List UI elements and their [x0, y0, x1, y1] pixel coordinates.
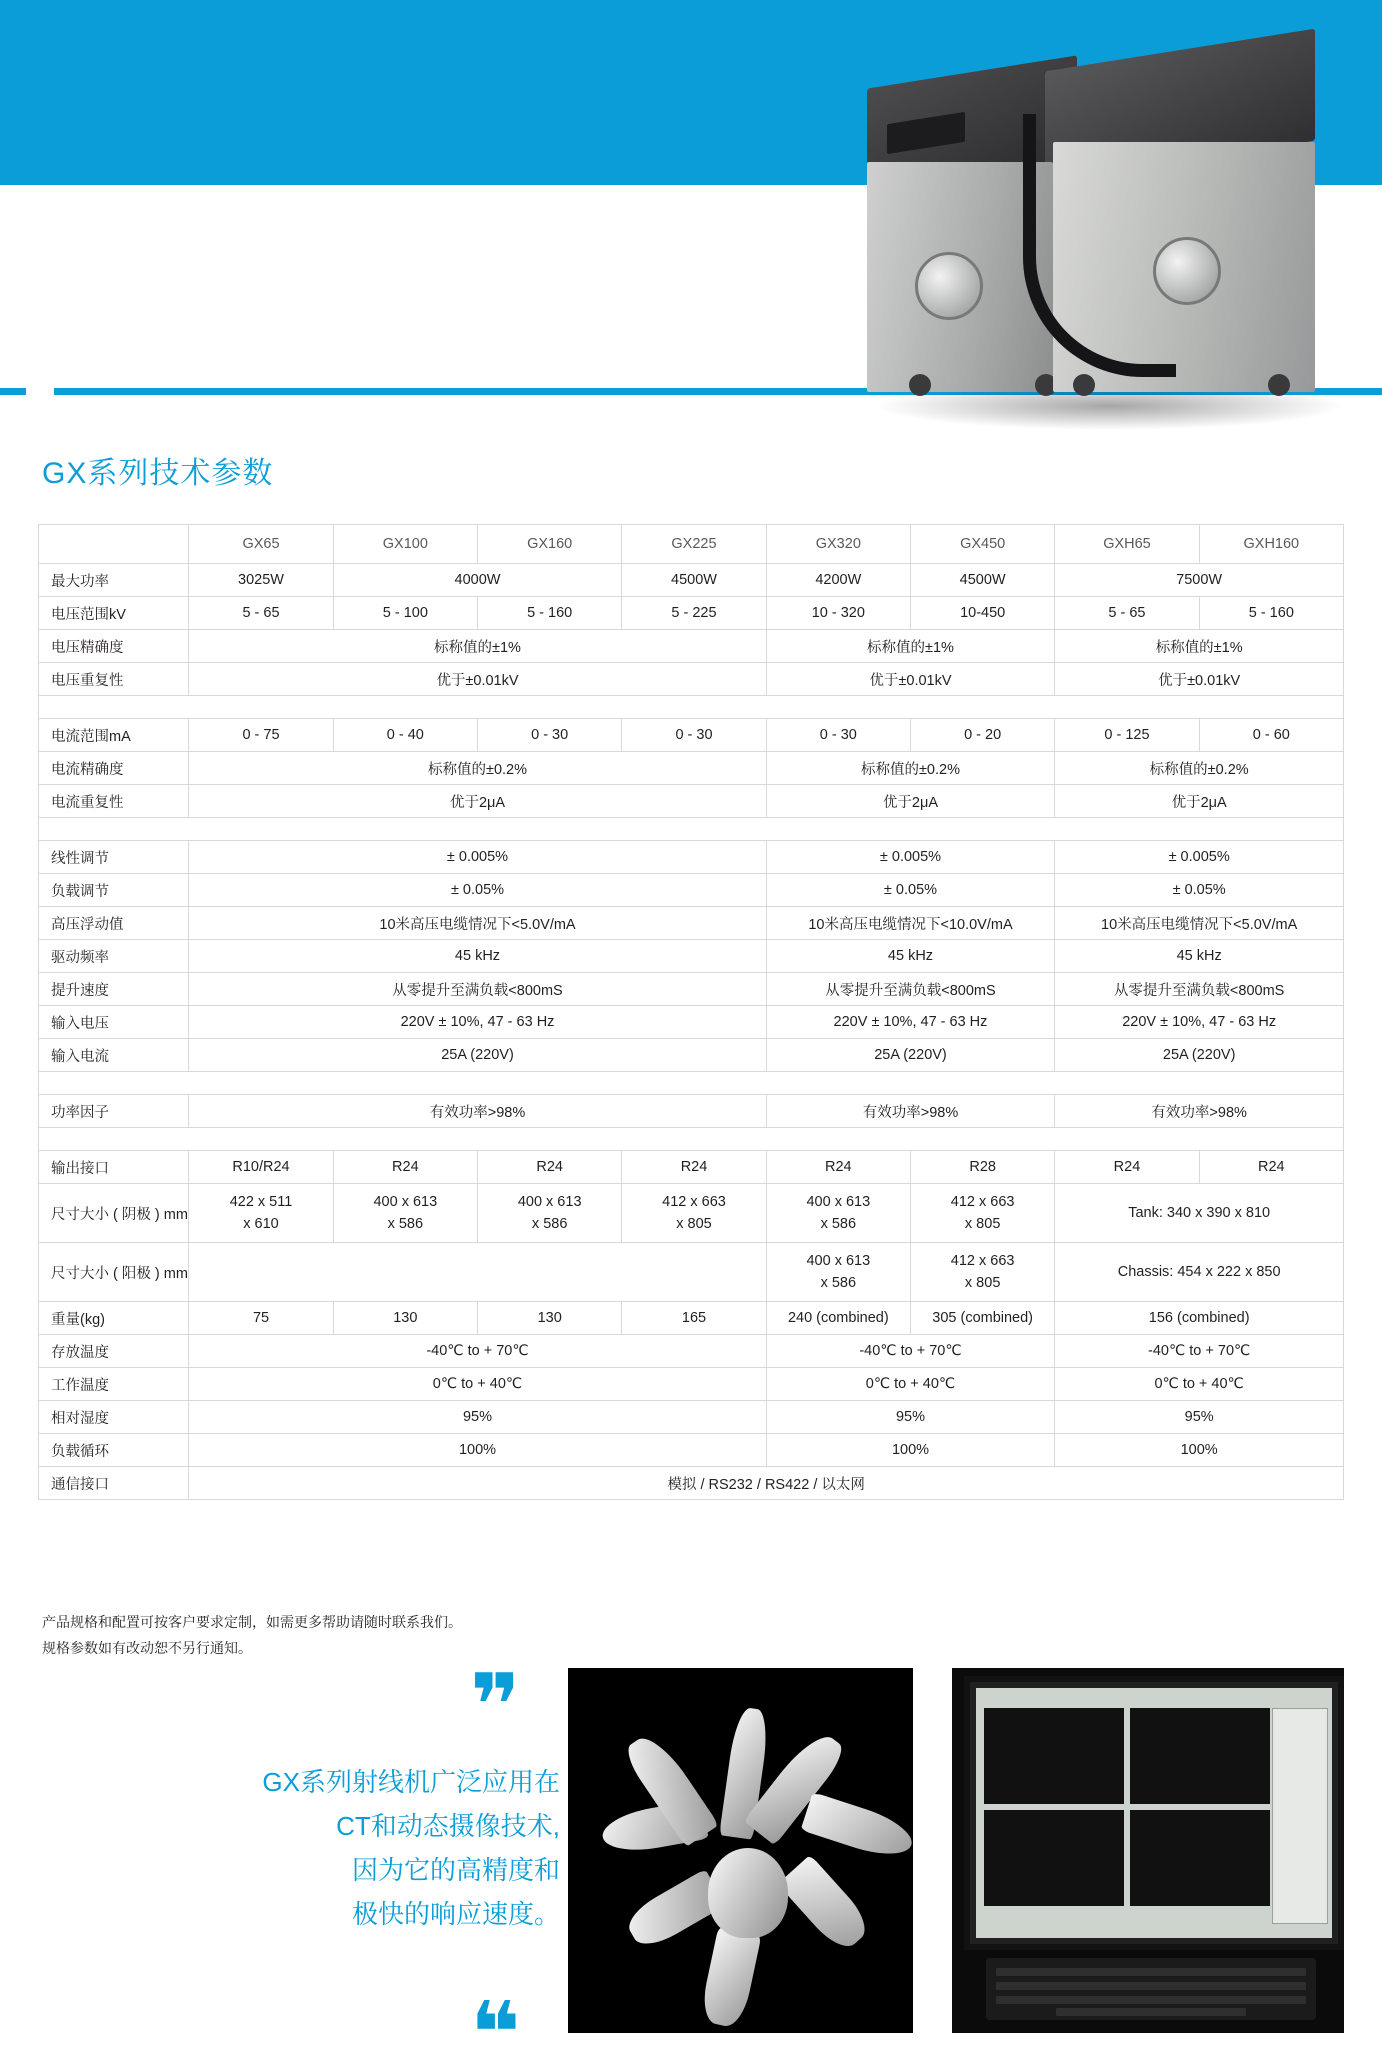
row-label: 通信接口: [39, 1467, 189, 1500]
table-cell: 45 kHz: [1055, 940, 1344, 973]
spec-table: [38, 524, 1344, 1500]
table-row: [39, 1243, 1344, 1302]
table-cell: 5 - 65: [189, 597, 333, 630]
row-label: 负载调节: [39, 874, 189, 907]
table-cell: 标称值的±1%: [1055, 630, 1344, 663]
table-row: [39, 841, 1344, 874]
table-cell: 0 - 125: [1055, 719, 1199, 752]
table-cell: -40℃ to + 70℃: [1055, 1335, 1344, 1368]
footnotes: [42, 1609, 462, 1661]
table-spacer-row: [39, 696, 1344, 719]
table-cell: 412 x 663 x 805: [910, 1184, 1054, 1243]
ct-software-image: [952, 1668, 1344, 2033]
table-cell: 标称值的±0.2%: [189, 752, 766, 785]
keyboard: [986, 1958, 1316, 2020]
table-row: [39, 1434, 1344, 1467]
table-cell: Chassis: 454 x 222 x 850: [1055, 1243, 1344, 1302]
table-cell: 标称值的±0.2%: [766, 752, 1055, 785]
row-label: 线性调节: [39, 841, 189, 874]
ct-view-tile: [1130, 1708, 1270, 1804]
table-header-GXH160: GXH160: [1199, 525, 1343, 564]
table-row: [39, 597, 1344, 630]
table-cell: ± 0.005%: [189, 841, 766, 874]
ct-view-tile: [984, 1810, 1124, 1906]
table-row: [39, 1467, 1344, 1500]
table-row: [39, 1401, 1344, 1434]
table-cell: 10米高压电缆情况下<5.0V/mA: [1055, 907, 1344, 940]
table-header-GX65: GX65: [189, 525, 333, 564]
turbine-image: [568, 1668, 913, 2033]
table-cell: 10-450: [910, 597, 1054, 630]
table-cell: 优于2μA: [1055, 785, 1344, 818]
table-header-GX320: GX320: [766, 525, 910, 564]
table-row: [39, 696, 1344, 719]
table-header-GXH65: GXH65: [1055, 525, 1199, 564]
spec-table-wrap: [38, 524, 1344, 1500]
table-cell: 412 x 663 x 805: [622, 1184, 766, 1243]
table-header-GX160: GX160: [478, 525, 622, 564]
table-cell: R24: [333, 1151, 477, 1184]
table-cell: 10米高压电缆情况下<5.0V/mA: [189, 907, 766, 940]
table-spacer-row: [39, 818, 1344, 841]
footnote-1: 产品规格和配置可按客户要求定制，如需更多帮助请随时联系我们。: [42, 1614, 462, 1630]
table-cell: 优于±0.01kV: [766, 663, 1055, 696]
table-row: [39, 1335, 1344, 1368]
turbine-blade: [778, 1855, 875, 1956]
photo-wheel: [909, 374, 931, 396]
table-cell: 4500W: [622, 564, 766, 597]
table-row: [39, 752, 1344, 785]
table-cell: 5 - 100: [333, 597, 477, 630]
table-cell: 240 (combined): [766, 1302, 910, 1335]
table-row: [39, 1368, 1344, 1401]
table-cell: 标称值的±0.2%: [1055, 752, 1344, 785]
spec-table-head: [39, 525, 1344, 564]
table-header-row: [39, 525, 1344, 564]
table-cell: 0 - 20: [910, 719, 1054, 752]
table-cell: 5 - 160: [1199, 597, 1343, 630]
table-cell: R24: [622, 1151, 766, 1184]
table-cell: R24: [478, 1151, 622, 1184]
quote-open-icon: ❞: [470, 1656, 521, 1756]
table-cell: R24: [1055, 1151, 1199, 1184]
table-row: [39, 973, 1344, 1006]
row-label: 重量(kg): [39, 1302, 189, 1335]
table-cell: 0 - 75: [189, 719, 333, 752]
table-cell: 220V ± 10%, 47 - 63 Hz: [766, 1006, 1055, 1039]
quote-line: 因为它的高精度和: [351, 1855, 560, 1885]
photo-wheel: [1073, 374, 1095, 396]
table-cell: 5 - 65: [1055, 597, 1199, 630]
table-cell: 305 (combined): [910, 1302, 1054, 1335]
table-cell: 标称值的±1%: [766, 630, 1055, 663]
row-label: 电压精确度: [39, 630, 189, 663]
photo-wheel: [1268, 374, 1290, 396]
table-cell: 从零提升至满负载<800mS: [1055, 973, 1344, 1006]
table-row: [39, 719, 1344, 752]
table-cell: 10 - 320: [766, 597, 910, 630]
page-title: GX系列技术参数: [42, 457, 274, 490]
table-cell: 95%: [189, 1401, 766, 1434]
table-cell: 220V ± 10%, 47 - 63 Hz: [189, 1006, 766, 1039]
table-header-GX450: GX450: [910, 525, 1054, 564]
table-cell: 100%: [766, 1434, 1055, 1467]
table-cell: 25A (220V): [1055, 1039, 1344, 1072]
quote-text: [120, 1760, 560, 1936]
table-cell: ± 0.05%: [1055, 874, 1344, 907]
row-label: 电流范围mA: [39, 719, 189, 752]
table-cell: 422 x 511 x 610: [189, 1184, 333, 1243]
photo-output-port: [915, 252, 983, 320]
row-label: 负载循环: [39, 1434, 189, 1467]
table-cell: 4000W: [333, 564, 622, 597]
table-row: [39, 874, 1344, 907]
quote-line: CT和动态摄像技术,: [336, 1811, 560, 1841]
table-cell: 4200W: [766, 564, 910, 597]
table-cell: ± 0.05%: [189, 874, 766, 907]
row-label: 电压范围kV: [39, 597, 189, 630]
table-cell: 有效功率>98%: [766, 1095, 1055, 1128]
row-label: 输入电流: [39, 1039, 189, 1072]
row-label: 输入电压: [39, 1006, 189, 1039]
table-cell: R24: [1199, 1151, 1343, 1184]
table-cell: 5 - 225: [622, 597, 766, 630]
software-window: [976, 1688, 1332, 1938]
table-cell: 400 x 613 x 586: [333, 1184, 477, 1243]
table-cell: 0 - 30: [478, 719, 622, 752]
quote-close-icon: ❞: [470, 1944, 521, 2045]
table-cell: 优于±0.01kV: [189, 663, 766, 696]
table-cell: 25A (220V): [189, 1039, 766, 1072]
table-cell: 优于±0.01kV: [1055, 663, 1344, 696]
table-cell: 0 - 30: [766, 719, 910, 752]
row-label: 相对湿度: [39, 1401, 189, 1434]
table-spacer-row: [39, 1072, 1344, 1095]
table-row: [39, 630, 1344, 663]
table-cell: 优于2μA: [766, 785, 1055, 818]
table-cell: ± 0.005%: [766, 841, 1055, 874]
table-cell: 75: [189, 1302, 333, 1335]
row-label: 尺寸大小 ( 阴极 ) mm: [39, 1184, 189, 1243]
row-label: 存放温度: [39, 1335, 189, 1368]
table-cell: 从零提升至满负载<800mS: [189, 973, 766, 1006]
row-label: 输出接口: [39, 1151, 189, 1184]
turbine-blade: [801, 1792, 913, 1864]
row-label: 驱动频率: [39, 940, 189, 973]
table-cell: R24: [766, 1151, 910, 1184]
table-cell: 从零提升至满负载<800mS: [766, 973, 1055, 1006]
table-cell: Tank: 340 x 390 x 810: [1055, 1184, 1344, 1243]
table-cell: 优于2μA: [189, 785, 766, 818]
table-cell: 220V ± 10%, 47 - 63 Hz: [1055, 1006, 1344, 1039]
table-cell: 有效功率>98%: [189, 1095, 766, 1128]
software-sidebar: [1272, 1708, 1328, 1924]
table-cell: 400 x 613 x 586: [766, 1184, 910, 1243]
table-cell: 400 x 613 x 586: [478, 1184, 622, 1243]
row-label: 功率因子: [39, 1095, 189, 1128]
table-cell: 标称值的±1%: [189, 630, 766, 663]
table-cell: 0 - 60: [1199, 719, 1343, 752]
table-cell: 130: [478, 1302, 622, 1335]
table-cell: R10/R24: [189, 1151, 333, 1184]
table-cell: ± 0.05%: [766, 874, 1055, 907]
turbine-hub: [708, 1848, 788, 1938]
table-cell: 95%: [766, 1401, 1055, 1434]
table-spacer-row: [39, 1128, 1344, 1151]
table-cell: 7500W: [1055, 564, 1344, 597]
table-cell: 100%: [1055, 1434, 1344, 1467]
row-label: 提升速度: [39, 973, 189, 1006]
quote-line: 极快的响应速度。: [351, 1899, 560, 1929]
row-label: 工作温度: [39, 1368, 189, 1401]
table-cell: 400 x 613 x 586: [766, 1243, 910, 1302]
table-cell: 95%: [1055, 1401, 1344, 1434]
table-cell: [189, 1243, 766, 1302]
table-cell: 45 kHz: [766, 940, 1055, 973]
table-cell: 3025W: [189, 564, 333, 597]
quote-line: GX系列射线机广泛应用在: [262, 1767, 560, 1797]
table-cell: 130: [333, 1302, 477, 1335]
table-cell: 156 (combined): [1055, 1302, 1344, 1335]
table-cell: 0℃ to + 40℃: [189, 1368, 766, 1401]
table-cell: -40℃ to + 70℃: [766, 1335, 1055, 1368]
row-label: 尺寸大小 ( 阳极 ) mm: [39, 1243, 189, 1302]
table-header-blank: [39, 525, 189, 564]
table-cell: 0 - 30: [622, 719, 766, 752]
table-cell: 165: [622, 1302, 766, 1335]
table-cell: 5 - 160: [478, 597, 622, 630]
table-row: [39, 1128, 1344, 1151]
table-row: [39, 818, 1344, 841]
table-row: [39, 1302, 1344, 1335]
ct-view-tile: [1130, 1810, 1270, 1906]
monitor: [964, 1676, 1344, 1950]
row-label: 高压浮动值: [39, 907, 189, 940]
table-row: [39, 1006, 1344, 1039]
table-row: [39, 1184, 1344, 1243]
table-cell: 0℃ to + 40℃: [1055, 1368, 1344, 1401]
table-row: [39, 785, 1344, 818]
accent-rule-notch: [26, 388, 54, 395]
table-cell: 有效功率>98%: [1055, 1095, 1344, 1128]
table-row: [39, 940, 1344, 973]
product-photo: [845, 22, 1365, 452]
row-label: 电压重复性: [39, 663, 189, 696]
table-header-GX225: GX225: [622, 525, 766, 564]
table-row: [39, 907, 1344, 940]
turbine-blade: [699, 1926, 762, 2029]
table-row: [39, 663, 1344, 696]
table-row: [39, 1151, 1344, 1184]
table-row: [39, 1072, 1344, 1095]
table-cell: 25A (220V): [766, 1039, 1055, 1072]
table-row: [39, 1095, 1344, 1128]
row-label: 最大功率: [39, 564, 189, 597]
table-cell: 100%: [189, 1434, 766, 1467]
table-cell: 4500W: [910, 564, 1054, 597]
table-cell: 0 - 40: [333, 719, 477, 752]
footnote-2: 规格参数如有改动恕不另行通知。: [42, 1640, 252, 1656]
ct-view-tile: [984, 1708, 1124, 1804]
table-cell: ± 0.005%: [1055, 841, 1344, 874]
table-row: [39, 1039, 1344, 1072]
table-cell: 模拟 / RS232 / RS422 / 以太网: [189, 1467, 1344, 1500]
table-cell: 45 kHz: [189, 940, 766, 973]
row-label: 电流重复性: [39, 785, 189, 818]
spec-table-body: [39, 564, 1344, 1500]
table-cell: -40℃ to + 70℃: [189, 1335, 766, 1368]
table-cell: 412 x 663 x 805: [910, 1243, 1054, 1302]
table-row: [39, 564, 1344, 597]
table-cell: 10米高压电缆情况下<10.0V/mA: [766, 907, 1055, 940]
table-cell: 0℃ to + 40℃: [766, 1368, 1055, 1401]
table-cell: R28: [910, 1151, 1054, 1184]
table-header-GX100: GX100: [333, 525, 477, 564]
row-label: 电流精确度: [39, 752, 189, 785]
